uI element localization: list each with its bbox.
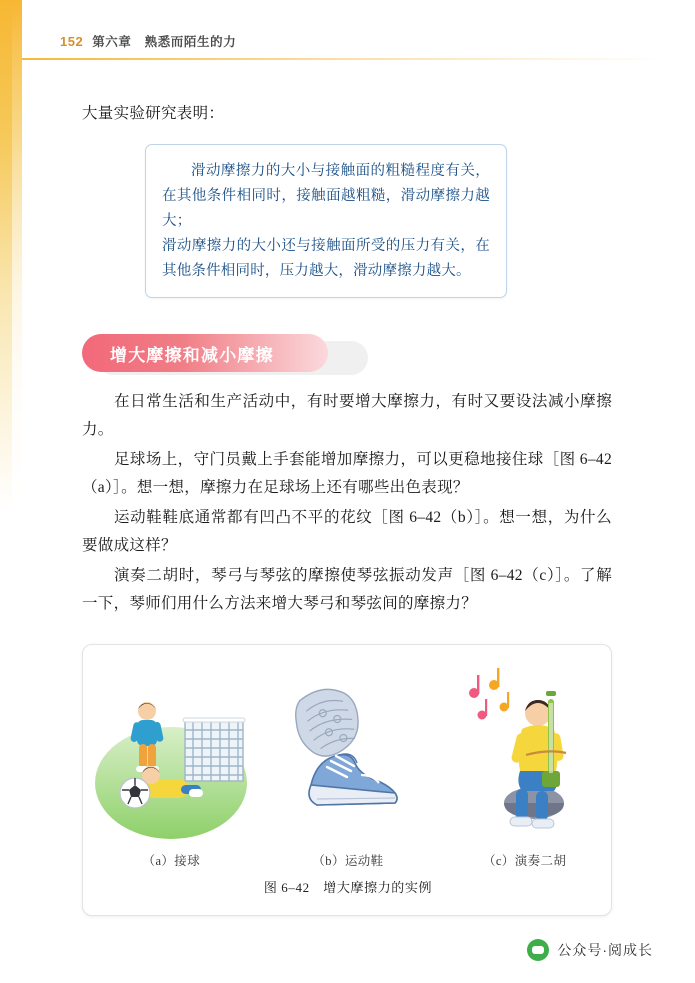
footer-watermark — [527, 939, 653, 961]
figure-cell-a — [89, 663, 254, 843]
lead-in-paragraph: 大量实验研究表明： — [82, 105, 225, 122]
paragraph-1: 在日常生活和生产活动中，有时要增大摩擦力，有时又要设法减小摩擦力。 — [82, 393, 612, 438]
page-content — [82, 100, 612, 916]
conclusion-line-1: 滑动摩擦力的大小与接触面的粗糙程度有关，在其他条件相同时，接触面越粗糙，滑动摩擦力越大； — [162, 163, 490, 229]
figure-image-row — [83, 663, 613, 843]
watermark-text: 公众号·阅成长 — [557, 942, 653, 958]
figure-cell-b — [265, 663, 430, 843]
page-edge-decoration — [0, 0, 22, 983]
page-header — [60, 28, 660, 54]
figure-caption-a: （a）接球 — [142, 854, 201, 868]
page-edge-fade — [12, 0, 22, 983]
erhu-player-illustration — [442, 663, 607, 843]
figure-caption-b: （b）运动鞋 — [312, 854, 384, 868]
paragraph-4: 演奏二胡时，琴弓与琴弦的摩擦使琴弦振动发声［图 6–42（c）］。了解一下，琴师们用什么方法来增大琴弓和琴弦间的摩擦力？ — [82, 567, 612, 612]
section-heading-text: 增大摩擦和减小摩擦 — [110, 345, 274, 365]
conclusion-line-2: 滑动摩擦力的大小还与接触面所受的压力有关，在其他条件相同时，压力越大，滑动摩擦力越大。 — [162, 238, 490, 279]
section-heading-banner — [82, 334, 382, 374]
figure-caption-c: （c）演奏二胡 — [482, 854, 567, 868]
wechat-icon — [527, 939, 549, 961]
paragraph-2: 足球场上，守门员戴上手套能增加摩擦力，可以更稳地接住球［图 6–42（a）］。想一想，摩擦力在足球场上还有哪些出色表现？ — [82, 451, 612, 496]
figure-panel — [82, 644, 612, 916]
goalkeeper-catching-ball-illustration — [89, 663, 254, 843]
banner-pill — [82, 334, 328, 372]
figure-cell-c — [442, 663, 607, 843]
sports-shoe-illustration — [265, 663, 430, 843]
paragraph-3: 运动鞋鞋底通常都有凹凸不平的花纹［图 6–42（b）］。想一想，为什么要做成这样？ — [82, 509, 612, 554]
header-divider — [22, 58, 670, 60]
page-number: 152 — [60, 33, 84, 49]
chapter-title: 第六章 熟悉而陌生的力 — [92, 35, 237, 49]
figure-captions — [83, 851, 613, 869]
conclusion-box — [145, 144, 507, 298]
figure-title: 图 6–42 增大摩擦力的实例 — [263, 880, 433, 895]
